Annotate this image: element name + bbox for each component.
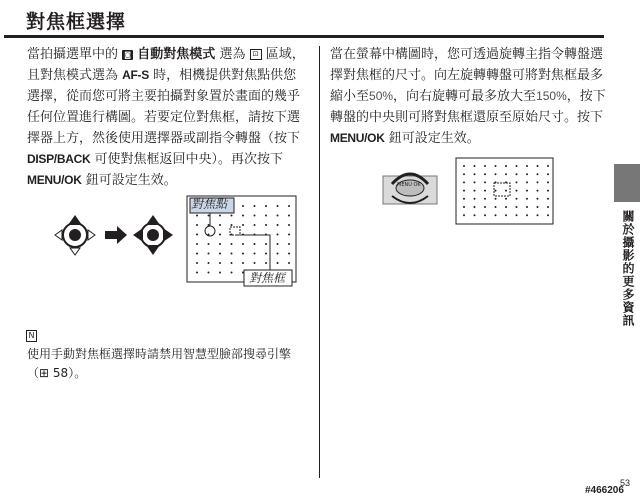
- disp-back-button-label: DISP/BACK: [27, 152, 91, 166]
- grid-dot: [526, 214, 528, 216]
- dial-label: MENU OK: [397, 182, 421, 188]
- grid-dot: [277, 253, 279, 255]
- grid-dot: [231, 243, 233, 245]
- grid-dot: [474, 214, 476, 216]
- grid-dot: [196, 272, 198, 274]
- grid-dot: [208, 262, 210, 264]
- grid-dot: [254, 224, 256, 226]
- area-icon: ⊡: [250, 49, 262, 60]
- focus-frame-label: 對焦框: [249, 271, 286, 285]
- grid-dot: [526, 206, 528, 208]
- grid-dot: [526, 190, 528, 192]
- shooting-menu-icon: ◙: [122, 50, 133, 60]
- grid-dot: [265, 205, 267, 207]
- grid-dot: [516, 198, 518, 200]
- grid-dot: [219, 253, 221, 255]
- grid-dot: [288, 205, 290, 207]
- dial-diagram: [380, 158, 555, 228]
- page-ref-number: 58: [52, 366, 69, 380]
- grid-dot: [196, 224, 198, 226]
- grid-dot: [265, 215, 267, 217]
- grid-dot: [288, 253, 290, 255]
- grid-dot: [208, 215, 210, 217]
- grid-dot: [505, 165, 507, 167]
- grid-dot: [463, 173, 465, 175]
- grid-dot: [495, 206, 497, 208]
- grid-dot: [484, 181, 486, 183]
- left-paragraph: 當拍攝選單中的 ◙ 自動對焦模式 選為 ⊡ 區域，且對焦模式選為 AF-S 時，相機提供對焦點供您選擇，從而您可將主要拍攝對象置於畫面的幾乎任何位置進行構圖。若要定位對焦框，請按下選擇器上方，然後使用選擇器或副指令轉盤（按下 DISP/BACK 可使對焦框返回中央）。再次按下 MENU/OK 鈕可設定生效。: [27, 47, 305, 188]
- grid-dot: [265, 224, 267, 226]
- grid-dot: [537, 190, 539, 192]
- grid-dot: [537, 173, 539, 175]
- grid-dot: [196, 234, 198, 236]
- focus-point-label: 對焦點: [191, 197, 228, 211]
- side-tab: [614, 164, 640, 202]
- grid-dot: [231, 215, 233, 217]
- grid-dot: [196, 253, 198, 255]
- grid-dot: [537, 214, 539, 216]
- grid-dot: [265, 262, 267, 264]
- grid-dot: [463, 190, 465, 192]
- grid-dot: [484, 190, 486, 192]
- command-dial-icon: [383, 174, 437, 204]
- grid-dot: [495, 165, 497, 167]
- grid-dot: [547, 214, 549, 216]
- grid-dot: [495, 173, 497, 175]
- grid-dot: [196, 262, 198, 264]
- selector-all-directions-icon: [133, 215, 173, 255]
- grid-dot: [547, 190, 549, 192]
- grid-dot: [288, 243, 290, 245]
- grid-dot: [474, 173, 476, 175]
- grid-dot: [265, 243, 267, 245]
- grid-dot: [254, 205, 256, 207]
- grid-dot: [474, 165, 476, 167]
- grid-dot: [505, 214, 507, 216]
- grid-dot: [463, 206, 465, 208]
- grid-dot: [231, 272, 233, 274]
- arrow-right-icon: [105, 226, 127, 244]
- grid-dot: [242, 224, 244, 226]
- grid-dot: [288, 215, 290, 217]
- grid-dot: [277, 262, 279, 264]
- page-number: 53: [620, 478, 631, 488]
- grid-dot: [484, 206, 486, 208]
- grid-dot: [277, 215, 279, 217]
- grid-dot: [547, 165, 549, 167]
- grid-dot: [516, 181, 518, 183]
- grid-dot: [484, 198, 486, 200]
- grid-dot: [219, 243, 221, 245]
- grid-dot: [219, 272, 221, 274]
- grid-dot: [219, 262, 221, 264]
- side-tab-text: 關於攝影的更多資訊: [621, 210, 635, 327]
- grid-dot: [208, 253, 210, 255]
- grid-dot: [516, 206, 518, 208]
- grid-dot: [526, 181, 528, 183]
- menu-item-af-mode: 自動對焦模式: [137, 47, 216, 62]
- grid-dot: [526, 198, 528, 200]
- max-percent: 150%: [536, 89, 567, 103]
- grid-dot: [505, 198, 507, 200]
- grid-dot: [277, 234, 279, 236]
- grid-dot: [516, 173, 518, 175]
- grid-dot: [219, 234, 221, 236]
- grid-dot: [254, 215, 256, 217]
- grid-dot: [495, 190, 497, 192]
- selector-up-icon: [55, 215, 95, 255]
- grid-dot: [526, 173, 528, 175]
- grid-dot: [505, 190, 507, 192]
- grid-dot: [265, 253, 267, 255]
- grid-dot: [516, 214, 518, 216]
- grid-dot: [474, 181, 476, 183]
- grid-dot: [254, 262, 256, 264]
- menu-ok-button-label: MENU/OK: [330, 131, 385, 145]
- grid-dot: [495, 198, 497, 200]
- grid-dot: [474, 198, 476, 200]
- note-text: 使用手動對焦框選擇時請禁用智慧型臉部搜尋引擎（⊞ 58）。: [27, 347, 292, 380]
- grid-dot: [231, 253, 233, 255]
- grid-dot: [277, 243, 279, 245]
- grid-dot: [537, 206, 539, 208]
- grid-dot: [254, 253, 256, 255]
- grid-dot: [242, 253, 244, 255]
- grid-dot: [277, 205, 279, 207]
- min-percent: 50%: [369, 89, 394, 103]
- grid-dot: [254, 243, 256, 245]
- grid-dot: [463, 214, 465, 216]
- grid-dot: [484, 165, 486, 167]
- grid-dot: [484, 214, 486, 216]
- grid-dot: [547, 206, 549, 208]
- grid-dot: [463, 181, 465, 183]
- grid-dot: [208, 243, 210, 245]
- grid-dot: [242, 215, 244, 217]
- grid-dot: [288, 234, 290, 236]
- watermark: #466206: [585, 485, 624, 496]
- grid-dot: [474, 206, 476, 208]
- grid-dot: [495, 214, 497, 216]
- page-ref-icon: ⊞: [39, 366, 50, 380]
- grid-dot: [219, 215, 221, 217]
- grid-dot: [242, 262, 244, 264]
- note-icon: N: [26, 330, 37, 342]
- grid-dot: [537, 198, 539, 200]
- grid-dot: [547, 198, 549, 200]
- grid-dot: [231, 224, 233, 226]
- grid-dot: [474, 190, 476, 192]
- grid-dot: [537, 165, 539, 167]
- grid-dot: [208, 272, 210, 274]
- grid-dot: [288, 262, 290, 264]
- menu-ok-button-label: MENU/OK: [27, 173, 82, 187]
- page-title: 對焦框選擇: [26, 11, 127, 33]
- grid-dot: [484, 173, 486, 175]
- grid-dot: [547, 181, 549, 183]
- heading-rule: [4, 35, 604, 38]
- grid-dot: [526, 165, 528, 167]
- grid-dot: [505, 173, 507, 175]
- grid-dot: [463, 165, 465, 167]
- column-divider: [319, 46, 320, 478]
- grid-dot: [242, 243, 244, 245]
- grid-dot: [537, 181, 539, 183]
- right-paragraph: 當在螢幕中構圖時，您可透過旋轉主指令轉盤選擇對焦框的尺寸。向左旋轉轉盤可將對焦框最多縮小至50%，向右旋轉可最多放大至150%，按下轉盤的中央則可將對焦框還原至原始尺寸。按下 MENU/OK 鈕可設定生效。: [330, 47, 606, 146]
- grid-dot: [196, 215, 198, 217]
- grid-dot: [277, 224, 279, 226]
- grid-dot: [463, 198, 465, 200]
- grid-dot: [219, 224, 221, 226]
- af-mode-label: AF-S: [122, 68, 149, 82]
- grid-dot: [505, 206, 507, 208]
- grid-dot: [547, 173, 549, 175]
- grid-dot: [231, 262, 233, 264]
- grid-dot: [516, 190, 518, 192]
- grid-dot: [242, 205, 244, 207]
- grid-dot: [196, 243, 198, 245]
- grid-dot: [288, 224, 290, 226]
- grid-dot: [516, 165, 518, 167]
